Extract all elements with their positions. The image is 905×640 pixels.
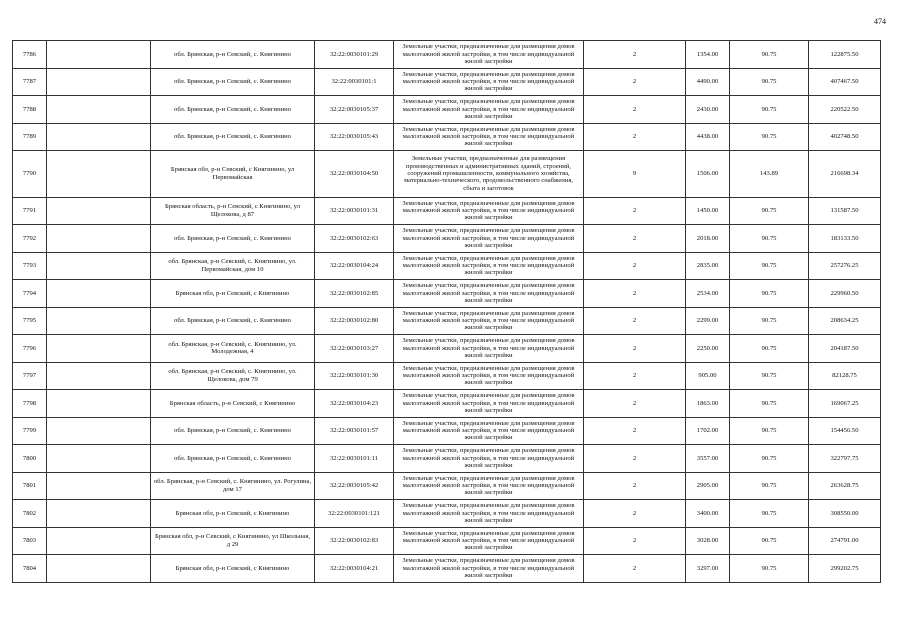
row-number: 7788 xyxy=(13,96,47,124)
table-row xyxy=(13,197,881,225)
cadastral-number-cell: 32:22:0030101:121 xyxy=(315,500,394,528)
specific-value-cell: 90.75 xyxy=(730,96,809,124)
specific-value-cell: 143.89 xyxy=(730,151,809,198)
address-cell: обл. Брянская, р-н Севский, с. Княгинино xyxy=(151,225,315,253)
specific-value-cell: 90.75 xyxy=(730,390,809,418)
land-use-cell: Земельные участки, предназначенные для размещения домов малоэтажной жилой застройки, в том числе индивидуальной жилой застройки xyxy=(394,123,584,151)
empty-cell xyxy=(47,555,151,583)
area-cell: 2299.00 xyxy=(686,307,730,335)
land-use-cell: Земельные участки, предназначенные для размещения домов малоэтажной жилой застройки, в том числе индивидуальной жилой застройки xyxy=(394,68,584,96)
use-group-cell: 2 xyxy=(584,280,686,308)
address-cell: Брянская обл, р-н Севский, с Княгинино xyxy=(151,280,315,308)
cadastral-value-cell: 131587.50 xyxy=(809,197,881,225)
specific-value-cell: 90.75 xyxy=(730,307,809,335)
row-number: 7797 xyxy=(13,362,47,390)
empty-cell xyxy=(47,225,151,253)
use-group-cell: 2 xyxy=(584,307,686,335)
row-number: 7795 xyxy=(13,307,47,335)
use-group-cell: 2 xyxy=(584,96,686,124)
cadastral-value-cell: 82128.75 xyxy=(809,362,881,390)
use-group-cell: 2 xyxy=(584,252,686,280)
land-use-cell: Земельные участки, предназначенные для размещения домов малоэтажной жилой застройки, в том числе индивидуальной жилой застройки xyxy=(394,527,584,555)
table-row xyxy=(13,335,881,363)
cadastral-number-cell: 32:22:0030101:57 xyxy=(315,417,394,445)
use-group-cell: 2 xyxy=(584,417,686,445)
cadastral-value-cell: 216698.34 xyxy=(809,151,881,198)
address-cell: Брянская обл, р-н Севский, с Княгинино xyxy=(151,500,315,528)
cadastral-number-cell: 32:22:0030104:24 xyxy=(315,252,394,280)
empty-cell xyxy=(47,151,151,198)
cadastral-number-cell: 32:22:0030105:37 xyxy=(315,96,394,124)
cadastral-value-cell: 407467.50 xyxy=(809,68,881,96)
land-use-cell: Земельные участки, предназначенные для размещения домов малоэтажной жилой застройки, в том числе индивидуальной жилой застройки xyxy=(394,362,584,390)
specific-value-cell: 90.75 xyxy=(730,527,809,555)
cadastral-number-cell: 32:22:0030105:42 xyxy=(315,472,394,500)
table-row xyxy=(13,68,881,96)
cadastral-value-cell: 122875.50 xyxy=(809,41,881,69)
cadastral-value-cell: 229960.50 xyxy=(809,280,881,308)
use-group-cell: 2 xyxy=(584,225,686,253)
empty-cell xyxy=(47,307,151,335)
cadastral-value-cell: 154456.50 xyxy=(809,417,881,445)
land-plots-table xyxy=(12,40,881,583)
specific-value-cell: 90.75 xyxy=(730,362,809,390)
use-group-cell: 2 xyxy=(584,197,686,225)
row-number: 7794 xyxy=(13,280,47,308)
use-group-cell: 2 xyxy=(584,500,686,528)
address-cell: обл. Брянская, р-н Севский, с. Княгинино, ул. Рогулина, дом 17 xyxy=(151,472,315,500)
area-cell: 2534.00 xyxy=(686,280,730,308)
area-cell: 2250.00 xyxy=(686,335,730,363)
row-number: 7801 xyxy=(13,472,47,500)
table-row xyxy=(13,307,881,335)
table-row xyxy=(13,500,881,528)
cadastral-number-cell: 32:22:0030101:1 xyxy=(315,68,394,96)
cadastral-number-cell: 32:22:0030101:30 xyxy=(315,362,394,390)
row-number: 7804 xyxy=(13,555,47,583)
address-cell: обл. Брянская, р-н Севский, с. Княгинино, ул. Молодежная, 4 xyxy=(151,335,315,363)
specific-value-cell: 90.75 xyxy=(730,68,809,96)
use-group-cell: 9 xyxy=(584,151,686,198)
area-cell: 1450.00 xyxy=(686,197,730,225)
area-cell: 2905.00 xyxy=(686,472,730,500)
empty-cell xyxy=(47,417,151,445)
row-number: 7796 xyxy=(13,335,47,363)
area-cell: 1863.00 xyxy=(686,390,730,418)
cadastral-number-cell: 32:22:0030104:23 xyxy=(315,390,394,418)
use-group-cell: 2 xyxy=(584,68,686,96)
area-cell: 1506.00 xyxy=(686,151,730,198)
empty-cell xyxy=(47,96,151,124)
empty-cell xyxy=(47,68,151,96)
land-use-cell: Земельные участки, предназначенные для размещения домов малоэтажной жилой застройки, в том числе индивидуальной жилой застройки xyxy=(394,225,584,253)
cadastral-number-cell: 32:22:0030104:50 xyxy=(315,151,394,198)
cadastral-number-cell: 32:22:0030102:83 xyxy=(315,527,394,555)
table-row xyxy=(13,123,881,151)
specific-value-cell: 90.75 xyxy=(730,500,809,528)
table-row xyxy=(13,96,881,124)
land-use-cell: Земельные участки, предназначенные для размещения домов малоэтажной жилой застройки, в том числе индивидуальной жилой застройки xyxy=(394,445,584,473)
table-row xyxy=(13,151,881,198)
specific-value-cell: 90.75 xyxy=(730,472,809,500)
area-cell: 1702.00 xyxy=(686,417,730,445)
land-use-cell: Земельные участки, предназначенные для размещения домов малоэтажной жилой застройки, в том числе индивидуальной жилой застройки xyxy=(394,390,584,418)
table-row xyxy=(13,445,881,473)
table-row xyxy=(13,225,881,253)
cadastral-value-cell: 183133.50 xyxy=(809,225,881,253)
table-row xyxy=(13,527,881,555)
land-use-cell: Земельные участки, предназначенные для размещения домов малоэтажной жилой застройки, в том числе индивидуальной жилой застройки xyxy=(394,96,584,124)
cadastral-number-cell: 32:22:0030101:31 xyxy=(315,197,394,225)
cadastral-value-cell: 204187.50 xyxy=(809,335,881,363)
cadastral-value-cell: 308550.00 xyxy=(809,500,881,528)
land-use-cell: Земельные участки, предназначенные для размещения домов малоэтажной жилой застройки, в том числе индивидуальной жилой застройки xyxy=(394,472,584,500)
use-group-cell: 2 xyxy=(584,123,686,151)
address-cell: Брянская область, р-н Севский, с Княгинино xyxy=(151,390,315,418)
row-number: 7791 xyxy=(13,197,47,225)
use-group-cell: 2 xyxy=(584,362,686,390)
area-cell: 1354.00 xyxy=(686,41,730,69)
cadastral-number-cell: 32:22:0030103:27 xyxy=(315,335,394,363)
empty-cell xyxy=(47,472,151,500)
table-row xyxy=(13,362,881,390)
cadastral-number-cell: 32:22:0030101:11 xyxy=(315,445,394,473)
cadastral-number-cell: 32:22:0030102:80 xyxy=(315,307,394,335)
table-row xyxy=(13,390,881,418)
use-group-cell: 2 xyxy=(584,390,686,418)
area-cell: 905.00 xyxy=(686,362,730,390)
row-number: 7800 xyxy=(13,445,47,473)
land-use-cell: Земельные участки, предназначенные для размещения домов малоэтажной жилой застройки, в том числе индивидуальной жилой застройки xyxy=(394,307,584,335)
row-number: 7786 xyxy=(13,41,47,69)
specific-value-cell: 90.75 xyxy=(730,197,809,225)
address-cell: Брянская область, р-н Севский, с Княгинино, ул Щелокова, д 87 xyxy=(151,197,315,225)
area-cell: 3400.00 xyxy=(686,500,730,528)
empty-cell xyxy=(47,500,151,528)
cadastral-number-cell: 32:22:0030105:43 xyxy=(315,123,394,151)
area-cell: 2018.00 xyxy=(686,225,730,253)
empty-cell xyxy=(47,527,151,555)
address-cell: обл. Брянская, р-н Севский, с. Княгинино xyxy=(151,96,315,124)
area-cell: 3297.00 xyxy=(686,555,730,583)
row-number: 7790 xyxy=(13,151,47,198)
row-number: 7792 xyxy=(13,225,47,253)
address-cell: обл. Брянская, р-н Севский, с. Княгинино xyxy=(151,417,315,445)
use-group-cell: 2 xyxy=(584,335,686,363)
empty-cell xyxy=(47,445,151,473)
row-number: 7787 xyxy=(13,68,47,96)
cadastral-value-cell: 274791.00 xyxy=(809,527,881,555)
land-use-cell: Земельные участки, предназначенные для размещения домов малоэтажной жилой застройки, в том числе индивидуальной жилой застройки xyxy=(394,280,584,308)
cadastral-value-cell: 257276.25 xyxy=(809,252,881,280)
address-cell: обл. Брянская, р-н Севский, с. Княгинино, ул. Первомайская, дом 10 xyxy=(151,252,315,280)
use-group-cell: 2 xyxy=(584,555,686,583)
land-use-cell: Земельные участки, предназначенные для размещения домов малоэтажной жилой застройки, в том числе индивидуальной жилой застройки xyxy=(394,555,584,583)
empty-cell xyxy=(47,335,151,363)
specific-value-cell: 90.75 xyxy=(730,41,809,69)
area-cell: 3028.00 xyxy=(686,527,730,555)
area-cell: 4490.00 xyxy=(686,68,730,96)
address-cell: обл. Брянская, р-н Севский, с. Княгинино xyxy=(151,41,315,69)
address-cell: Брянская обл, р-н Севский, с Княгинино, ул Школьная, д 29 xyxy=(151,527,315,555)
table-row xyxy=(13,41,881,69)
land-use-cell: Земельные участки, предназначенные для размещения домов малоэтажной жилой застройки, в том числе индивидуальной жилой застройки xyxy=(394,417,584,445)
area-cell: 2430.00 xyxy=(686,96,730,124)
use-group-cell: 2 xyxy=(584,472,686,500)
empty-cell xyxy=(47,362,151,390)
area-cell: 2835.00 xyxy=(686,252,730,280)
cadastral-number-cell: 32:22:0030102:85 xyxy=(315,280,394,308)
row-number: 7802 xyxy=(13,500,47,528)
specific-value-cell: 90.75 xyxy=(730,335,809,363)
empty-cell xyxy=(47,41,151,69)
row-number: 7798 xyxy=(13,390,47,418)
cadastral-value-cell: 169067.25 xyxy=(809,390,881,418)
table-row xyxy=(13,280,881,308)
address-cell: обл. Брянская, р-н Севский, с. Княгинино xyxy=(151,68,315,96)
empty-cell xyxy=(47,197,151,225)
specific-value-cell: 90.75 xyxy=(730,252,809,280)
table-row xyxy=(13,252,881,280)
specific-value-cell: 90.75 xyxy=(730,555,809,583)
cadastral-number-cell: 32:22:0030104:21 xyxy=(315,555,394,583)
row-number: 7789 xyxy=(13,123,47,151)
specific-value-cell: 90.75 xyxy=(730,445,809,473)
cadastral-value-cell: 208634.25 xyxy=(809,307,881,335)
address-cell: обл. Брянская, р-н Севский, с. Княгинино, ул. Щелокова, дом 79 xyxy=(151,362,315,390)
address-cell: обл. Брянская, р-н Севский, с. Княгинино xyxy=(151,307,315,335)
use-group-cell: 2 xyxy=(584,41,686,69)
use-group-cell: 2 xyxy=(584,527,686,555)
table-row xyxy=(13,555,881,583)
area-cell: 4438.00 xyxy=(686,123,730,151)
address-cell: обл. Брянская, р-н Севский, с. Княгинино xyxy=(151,123,315,151)
cadastral-number-cell: 32:22:0030101:29 xyxy=(315,41,394,69)
land-use-cell: Земельные участки, предназначенные для размещения производственных и административных зданий, строений, сооружений промышленности, коммунального хозяйства, материально-технического, продовольственного снабжения, сбыта и заготовок xyxy=(394,151,584,198)
row-number: 7803 xyxy=(13,527,47,555)
land-use-cell: Земельные участки, предназначенные для размещения домов малоэтажной жилой застройки, в том числе индивидуальной жилой застройки xyxy=(394,197,584,225)
row-number: 7799 xyxy=(13,417,47,445)
empty-cell xyxy=(47,390,151,418)
cadastral-value-cell: 402748.50 xyxy=(809,123,881,151)
cadastral-value-cell: 322797.75 xyxy=(809,445,881,473)
cadastral-value-cell: 299202.75 xyxy=(809,555,881,583)
land-use-cell: Земельные участки, предназначенные для размещения домов малоэтажной жилой застройки, в том числе индивидуальной жилой застройки xyxy=(394,41,584,69)
cadastral-value-cell: 263628.75 xyxy=(809,472,881,500)
cadastral-number-cell: 32:22:0030102:63 xyxy=(315,225,394,253)
land-use-cell: Земельные участки, предназначенные для размещения домов малоэтажной жилой застройки, в том числе индивидуальной жилой застройки xyxy=(394,500,584,528)
page-number: 474 xyxy=(874,17,886,26)
empty-cell xyxy=(47,123,151,151)
empty-cell xyxy=(47,280,151,308)
row-number: 7793 xyxy=(13,252,47,280)
specific-value-cell: 90.75 xyxy=(730,123,809,151)
land-use-cell: Земельные участки, предназначенные для размещения домов малоэтажной жилой застройки, в том числе индивидуальной жилой застройки xyxy=(394,252,584,280)
address-cell: обл. Брянская, р-н Севский, с. Княгинино xyxy=(151,445,315,473)
use-group-cell: 2 xyxy=(584,445,686,473)
table-row xyxy=(13,472,881,500)
address-cell: Брянская обл, р-н Севский, с Княгинино xyxy=(151,555,315,583)
specific-value-cell: 90.75 xyxy=(730,280,809,308)
empty-cell xyxy=(47,252,151,280)
table-body xyxy=(13,41,881,583)
area-cell: 3557.00 xyxy=(686,445,730,473)
specific-value-cell: 90.75 xyxy=(730,225,809,253)
cadastral-value-cell: 220522.50 xyxy=(809,96,881,124)
specific-value-cell: 90.75 xyxy=(730,417,809,445)
address-cell: Брянская обл, р-н Севский, с Княгинино, ул Первомайская xyxy=(151,151,315,198)
table-row xyxy=(13,417,881,445)
land-use-cell: Земельные участки, предназначенные для размещения домов малоэтажной жилой застройки, в том числе индивидуальной жилой застройки xyxy=(394,335,584,363)
